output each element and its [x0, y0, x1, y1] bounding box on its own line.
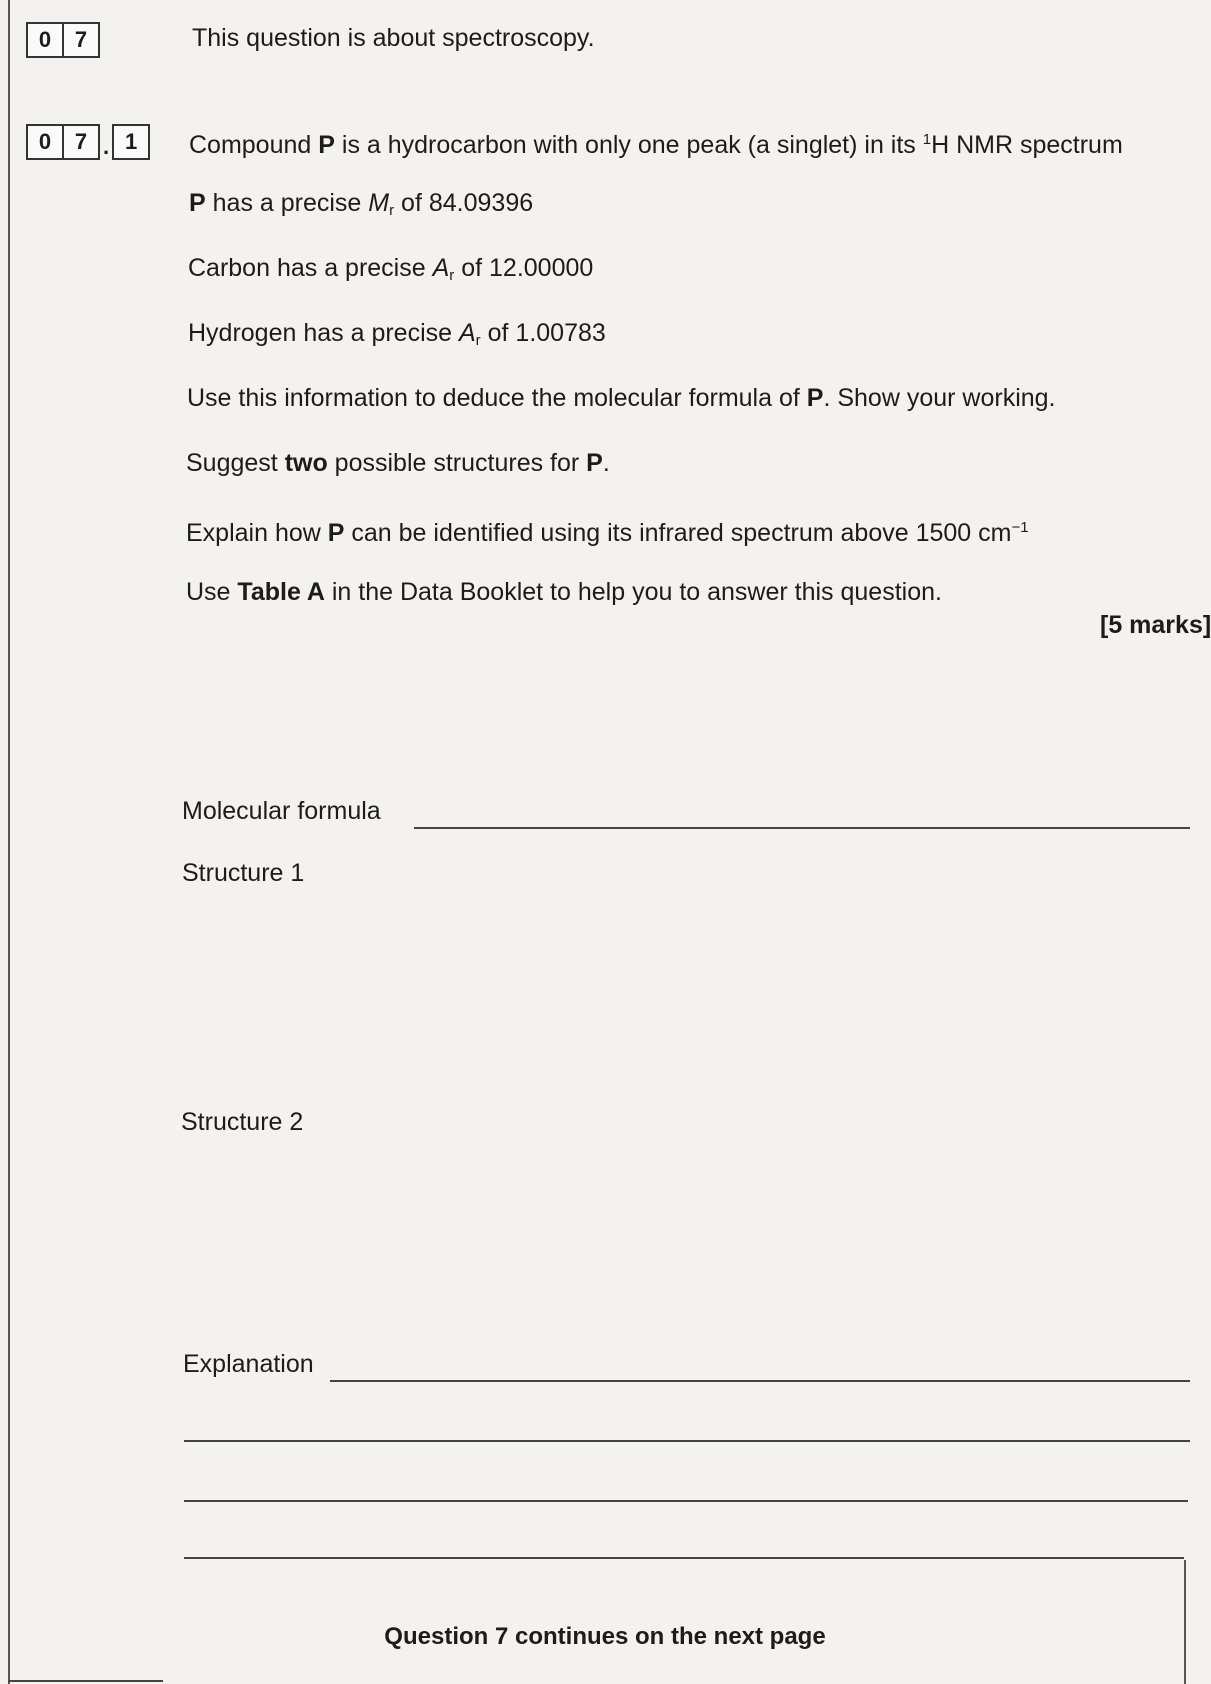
explanation-answer-line[interactable] — [184, 1557, 1184, 1559]
question-line-4: Hydrogen has a precise $A_r$ of 1.00783 — [188, 319, 606, 349]
page-bottom-border — [8, 1680, 163, 1682]
explanation-answer-line[interactable] — [330, 1380, 1190, 1382]
explanation-label: Explanation — [183, 1350, 314, 1378]
digit-box: 7 — [62, 124, 100, 160]
digit-box: 0 — [26, 22, 64, 58]
question-line-6: Suggest two possible structures for P. — [186, 449, 610, 477]
digit-box: 7 — [62, 22, 100, 58]
marks-label: [5 marks] — [1100, 611, 1211, 639]
question-number-boxes — [28, 22, 100, 58]
molecular-formula-answer-line[interactable] — [414, 827, 1190, 829]
question-intro: This question is about spectroscopy. — [192, 24, 595, 52]
explanation-answer-line[interactable] — [184, 1440, 1190, 1442]
digit-box: 0 — [26, 124, 64, 160]
continues-footer: Question 7 continues on the next page — [384, 1623, 826, 1650]
part-separator: . — [103, 134, 110, 159]
question-line-3: Carbon has a precise $A_r$ of 12.00000 — [188, 254, 594, 284]
question-line-2: P has a precise $M_r$ of 84.09396 — [189, 189, 534, 219]
question-line-7: Explain how P can be identified using its infrared spectrum above 1500 $cm^{-1}$ — [186, 519, 1029, 547]
question-line-5: Use this information to deduce the molecular formula of P. Show your working. — [187, 384, 1056, 412]
page-margin-border — [8, 0, 10, 1684]
part-number-boxes — [28, 124, 150, 160]
structure-2-label: Structure 2 — [181, 1108, 304, 1136]
structure-1-label: Structure 1 — [182, 859, 305, 887]
question-line-8: Use Table A in the Data Booklet to help you to answer this question. — [186, 578, 942, 606]
explanation-answer-line[interactable] — [184, 1500, 1188, 1502]
molecular-formula-label: Molecular formula — [182, 797, 381, 825]
digit-box: 1 — [112, 124, 150, 160]
question-line-1: Compound P is a hydrocarbon with only one peak (a singlet) in its $^1$H NMR spectrum — [189, 131, 1123, 159]
